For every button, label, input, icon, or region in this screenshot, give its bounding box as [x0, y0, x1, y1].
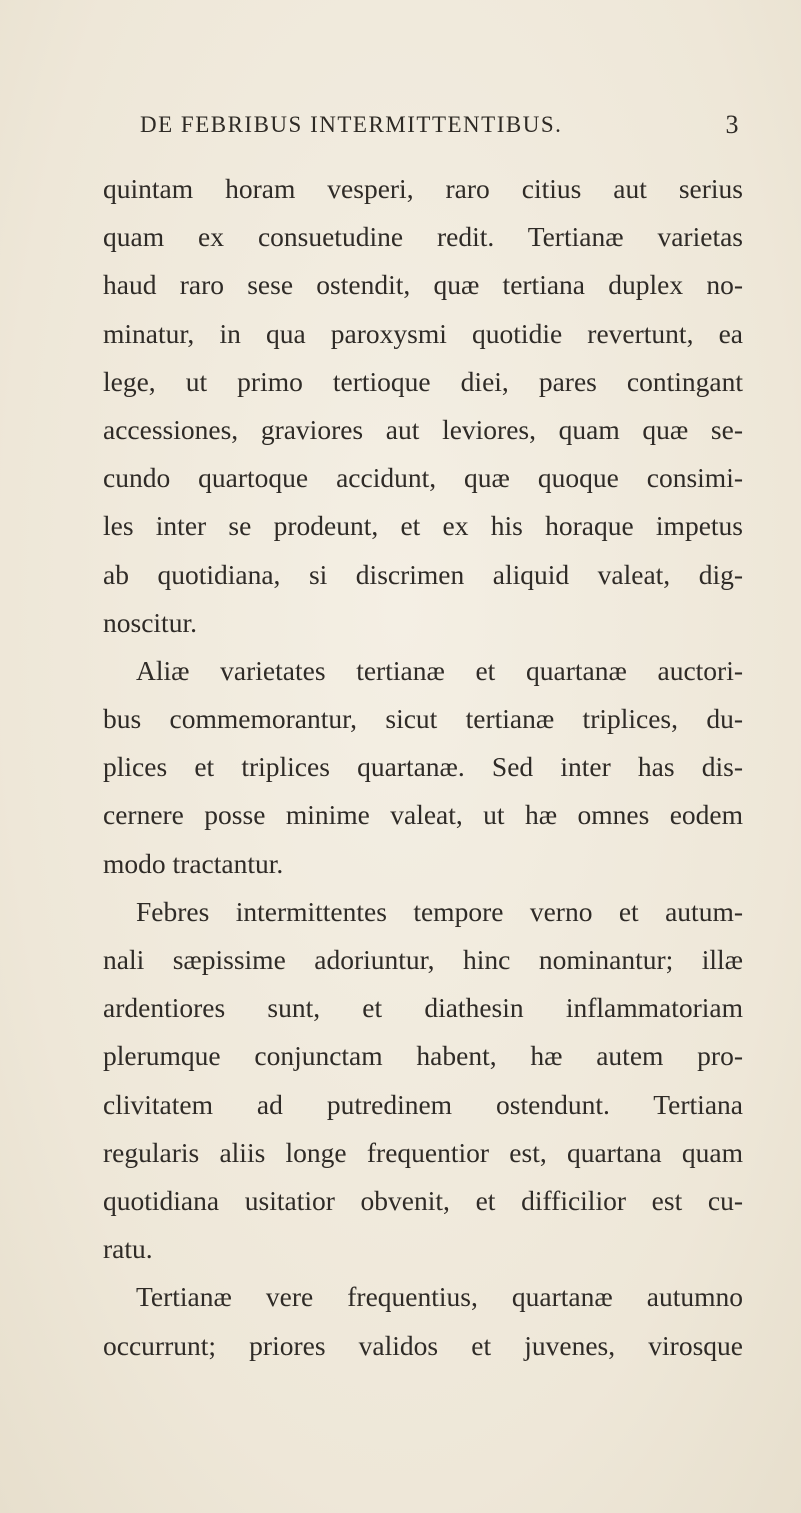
- text-line: nali sæpissime adoriuntur, hinc nominantur; illæ: [103, 944, 743, 975]
- text-line: quotidiana usitatior obvenit, et difficilior est cu-: [103, 1184, 743, 1216]
- text-line: Aliæ varietates tertianæ et quartanæ auctori-: [136, 654, 743, 686]
- text-line: plerumque conjunctam habent, hæ autem pro-: [103, 1040, 743, 1072]
- text-line: occurrunt; priores validos et juvenes, virosque: [103, 1329, 743, 1361]
- text-line: ardentiores sunt, et diathesin inflammatoriam: [103, 992, 743, 1024]
- text-line: lege, ut primo tertioque diei, pares contingant: [103, 365, 743, 397]
- body-text: [103, 165, 743, 1370]
- text-line: clivitatem ad putredinem ostendunt. Tertiana: [103, 1088, 743, 1120]
- text-line: Febres intermittentes tempore verno et autum-: [136, 895, 743, 927]
- text-line: bus commemorantur, sicut tertianæ triplices, du-: [103, 703, 743, 735]
- text-line: ratu.: [103, 1233, 153, 1265]
- text-line: Tertianæ vere frequentius, quartanæ autumno: [136, 1281, 743, 1313]
- text-line: accessiones, graviores aut leviores, quam quæ se-: [103, 413, 743, 445]
- text-line: les inter se prodeunt, et ex his horaque impetus: [103, 510, 743, 542]
- text-line: haud raro sese ostendit, quæ tertiana duplex no-: [103, 269, 743, 301]
- text-line: cernere posse minime valeat, ut hæ omnes eodem: [103, 799, 743, 831]
- text-line: plices et triplices quartanæ. Sed inter has dis-: [103, 751, 743, 783]
- text-line: cundo quartoque accidunt, quæ quoque consimi-: [103, 462, 743, 494]
- text-line: minatur, in qua paroxysmi quotidie revertunt, ea: [103, 317, 743, 349]
- text-line: regularis aliis longe frequentior est, quartana quam: [103, 1136, 743, 1168]
- text-line: quam ex consuetudine redit. Tertianæ varietas: [103, 221, 743, 253]
- text-line: quintam horam vesperi, raro citius aut serius: [103, 173, 743, 204]
- page-number: 3: [725, 110, 740, 139]
- text-line: ab quotidiana, si discrimen aliquid valeat, dig-: [103, 558, 743, 590]
- running-title: DE FEBRIBUS INTERMITTENTIBUS.: [140, 112, 563, 137]
- running-head: [140, 112, 740, 148]
- text-line: noscitur.: [103, 606, 197, 638]
- text-line: modo tractantur.: [103, 847, 284, 879]
